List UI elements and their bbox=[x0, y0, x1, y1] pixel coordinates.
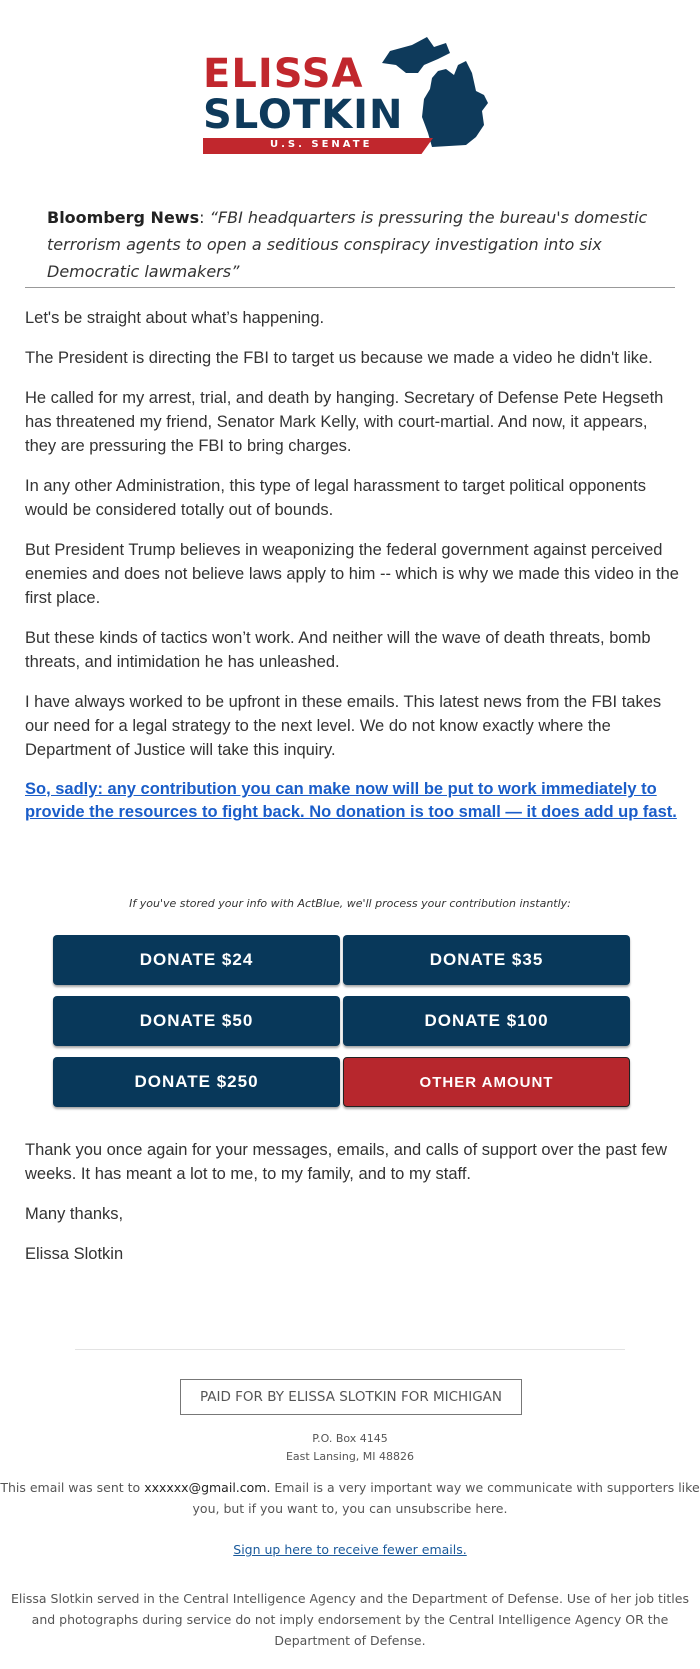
sent-suffix: Email is a very important way we communicate with supporters like you, but if you want to, you can unsubscribe here. bbox=[192, 1480, 700, 1516]
news-quote bbox=[47, 204, 667, 285]
logo-senate-text: U.S. SENATE bbox=[270, 139, 373, 150]
email-body bbox=[25, 306, 680, 824]
other-amount-button[interactable]: OTHER AMOUNT bbox=[343, 1057, 630, 1107]
donate-35-button[interactable]: DONATE $35 bbox=[343, 935, 630, 985]
sent-prefix: This email was sent to bbox=[0, 1480, 145, 1495]
body-paragraph: But these kinds of tactics won’t work. And neither will the wave of death threats, bomb threats, and intimidation he has unleashed. bbox=[25, 629, 651, 671]
service-disclaimer: Elissa Slotkin served in the Central Intelligence Agency and the Department of Defense. Use of her job titles and photographs during service do not imply endorsement by the Central Intelligence Agency OR the Department of Defense. bbox=[11, 1591, 689, 1648]
signature-name: Elissa Slotkin bbox=[25, 1245, 124, 1263]
logo-first-name: ELISSA bbox=[203, 51, 364, 97]
donate-100-button[interactable]: DONATE $100 bbox=[343, 996, 630, 1046]
actblue-note: If you've stored your info with ActBlue, we'll process your contribution instantly: bbox=[129, 897, 571, 910]
sent-to-notice bbox=[0, 1477, 700, 1519]
signoff: Many thanks, bbox=[25, 1205, 124, 1223]
fewer-emails-link[interactable]: Sign up here to receive fewer emails. bbox=[233, 1542, 467, 1557]
thanks-paragraph: Thank you once again for your messages, emails, and calls of support over the past few weeks. It has meant a lot to me, to my family, and to my staff. bbox=[25, 1141, 668, 1183]
donate-250-button[interactable]: DONATE $250 bbox=[53, 1057, 340, 1107]
body-paragraph: In any other Administration, this type of legal harassment to target political opponents would be considered totally out of bounds. bbox=[25, 477, 646, 519]
mailing-address bbox=[0, 1430, 700, 1466]
footer-divider bbox=[75, 1349, 625, 1350]
body-paragraph: The President is directing the FBI to target us because we made a video he didn't like. bbox=[25, 349, 653, 367]
body-paragraph: Let's be straight about what’s happening. bbox=[25, 309, 325, 327]
campaign-logo bbox=[0, 0, 700, 160]
fewer-emails-row bbox=[0, 1542, 700, 1557]
address-line-1: P.O. Box 4145 bbox=[312, 1432, 388, 1445]
body-paragraph: He called for my arrest, trial, and death by hanging. Secretary of Defense Pete Hegseth has threatened my friend, Senator Mark Kelly, with court-martial. And now, it appears, they are pressuring the FBI to bring charges. bbox=[25, 389, 664, 455]
logo-last-name: SLOTKIN bbox=[203, 92, 404, 138]
address-line-2: East Lansing, MI 48826 bbox=[285, 1450, 415, 1463]
donate-50-button[interactable]: DONATE $50 bbox=[53, 996, 340, 1046]
quote-text: “FBI headquarters is pressuring the bureau's domestic terrorism agents to open a seditious conspiracy investigation into six Democratic lawmakers” bbox=[47, 208, 648, 281]
quote-separator: : bbox=[199, 208, 210, 227]
quote-source: Bloomberg News bbox=[47, 208, 200, 227]
body-paragraph: I have always worked to be upfront in these emails. This latest news from the FBI takes our need for a legal strategy to the next level. We do not know exactly where the Department of Justice will take this inquiry. bbox=[25, 693, 662, 759]
closing-section bbox=[25, 1138, 680, 1282]
section-divider bbox=[25, 287, 675, 288]
recipient-email: xxxxxx@gmail.com. bbox=[144, 1480, 271, 1495]
body-paragraph: But President Trump believes in weaponizing the federal government against perceived enemies and does not believe laws apply to him -- which is why we made this video in the first place. bbox=[25, 541, 679, 607]
donate-24-button[interactable]: DONATE $24 bbox=[53, 935, 340, 985]
donate-cta-link[interactable]: So, sadly: any contribution you can make now will be put to work immediately to provide the resources to fight back. No donation is too small — it does add up fast. bbox=[25, 780, 677, 821]
paid-for-disclaimer: PAID FOR BY ELISSA SLOTKIN FOR MICHIGAN bbox=[180, 1379, 522, 1415]
